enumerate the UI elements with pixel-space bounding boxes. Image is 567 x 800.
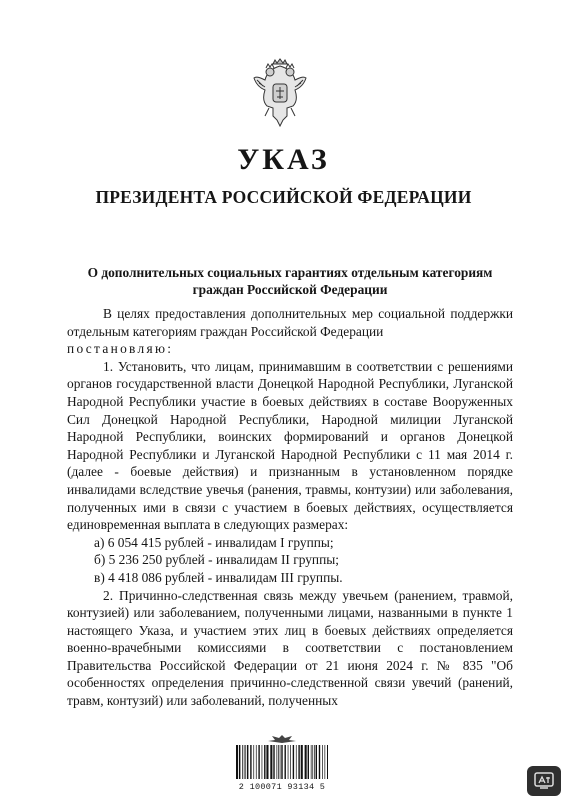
- barcode-bar: [298, 745, 299, 779]
- barcode-bar: [262, 745, 263, 779]
- barcode-bar: [236, 745, 238, 779]
- barcode-bar: [288, 745, 289, 779]
- barcode-bar: [247, 745, 248, 779]
- payment-item-c: в) 4 418 086 рублей - инвалидам III группы.: [94, 569, 343, 585]
- double-headed-eagle-emblem: [251, 56, 309, 130]
- barcode-bar: [296, 745, 297, 779]
- barcode-bar: [305, 745, 307, 779]
- barcode-bar: [278, 745, 279, 779]
- image-translate-icon: [534, 771, 554, 791]
- preamble-paragraph: В целях предоставления дополнительных мер социальной поддержки отдельным категориям граждан Российской Федерации: [67, 306, 513, 339]
- barcode-bar: [280, 745, 281, 779]
- payment-item-a: а) 6 054 415 рублей - инвалидам I группы;: [94, 534, 334, 550]
- barcode-bar: [270, 745, 272, 779]
- barcode-bar: [250, 745, 251, 779]
- barcode-bar: [293, 745, 294, 779]
- barcode-bar: [273, 745, 274, 779]
- resolve-word: постановляю:: [67, 341, 174, 357]
- barcode-bar: [253, 745, 254, 779]
- barcode-bar: [316, 745, 317, 779]
- barcode-number: 2 100071 93134 5: [238, 782, 326, 792]
- paragraph-1: 1. Установить, что лицам, принимавшим в соответствии с решениями органов государственной власти Донецкой Народной Республики, Луганской Народной Республики участие в боевых действиях в составе Вооруженных Сил Донецкой Народной Республики, Народной милиции Луганской Народной Республики, воинских формирований и органов Донецкой Народной Республики и Луганской Народной Республики с 11 мая 2014 г. (далее - боевые действия) и признанным в установленном порядке инвалидами вследствие увечья (ранения, травмы, контузии) или заболевания, полученных ими в связи с участием в боевых действиях, осуществляется единовременная выплата в следующих размерах:: [67, 358, 513, 533]
- barcode: [234, 745, 330, 779]
- barcode-bar: [301, 745, 303, 779]
- barcode-bar: [239, 745, 240, 779]
- barcode-bar: [281, 745, 282, 779]
- barcode-block: [226, 734, 338, 794]
- barcode-bar: [308, 745, 309, 779]
- barcode-bar: [325, 745, 326, 779]
- barcode-bar: [258, 745, 259, 779]
- barcode-bar: [256, 745, 257, 779]
- barcode-bar: [264, 745, 265, 779]
- document-title: УКАЗ: [237, 143, 330, 176]
- barcode-bar: [244, 745, 245, 779]
- barcode-bar: [266, 745, 268, 779]
- decree-body: [67, 305, 513, 710]
- decree-heading: О дополнительных социальных гарантиях отдельным категориям граждан Российской Федерации: [87, 265, 493, 297]
- barcode-bar: [285, 745, 286, 779]
- barcode-bar: [242, 745, 243, 779]
- resolve-line: [67, 340, 513, 358]
- eagle-mark-icon: [262, 734, 302, 744]
- payment-item-b: б) 5 236 250 рублей - инвалидам II группы;: [94, 552, 339, 568]
- barcode-bar: [277, 745, 278, 779]
- barcode-bar: [319, 745, 320, 779]
- image-translate-button[interactable]: [527, 766, 561, 796]
- barcode-bar: [327, 745, 328, 779]
- document-subtitle: ПРЕЗИДЕНТА РОССИЙСКОЙ ФЕДЕРАЦИИ: [95, 187, 472, 207]
- barcode-bar: [314, 745, 315, 779]
- barcode-bar: [322, 745, 323, 779]
- barcode-bar: [311, 745, 312, 779]
- barcode-bar: [290, 745, 291, 779]
- barcode-bar: [245, 745, 246, 779]
- paragraph-2: 2. Причинно-следственная связь между увечьем (ранением, травмой, контузией) или заболеванием, полученными лицами, названными в пункте 1 настоящего Указа, и участием этих лиц в боевых действиях определяется военно-врачебными комиссиями в соответствии с постановлением Правительства Российской Федерации от 21 июня 2024 г. № 835 "Об особенностях определения причинно-следственной связи увечий (ранений, травм, контузий) или заболеваний, полученных: [67, 587, 513, 709]
- barcode-bar: [312, 745, 313, 779]
